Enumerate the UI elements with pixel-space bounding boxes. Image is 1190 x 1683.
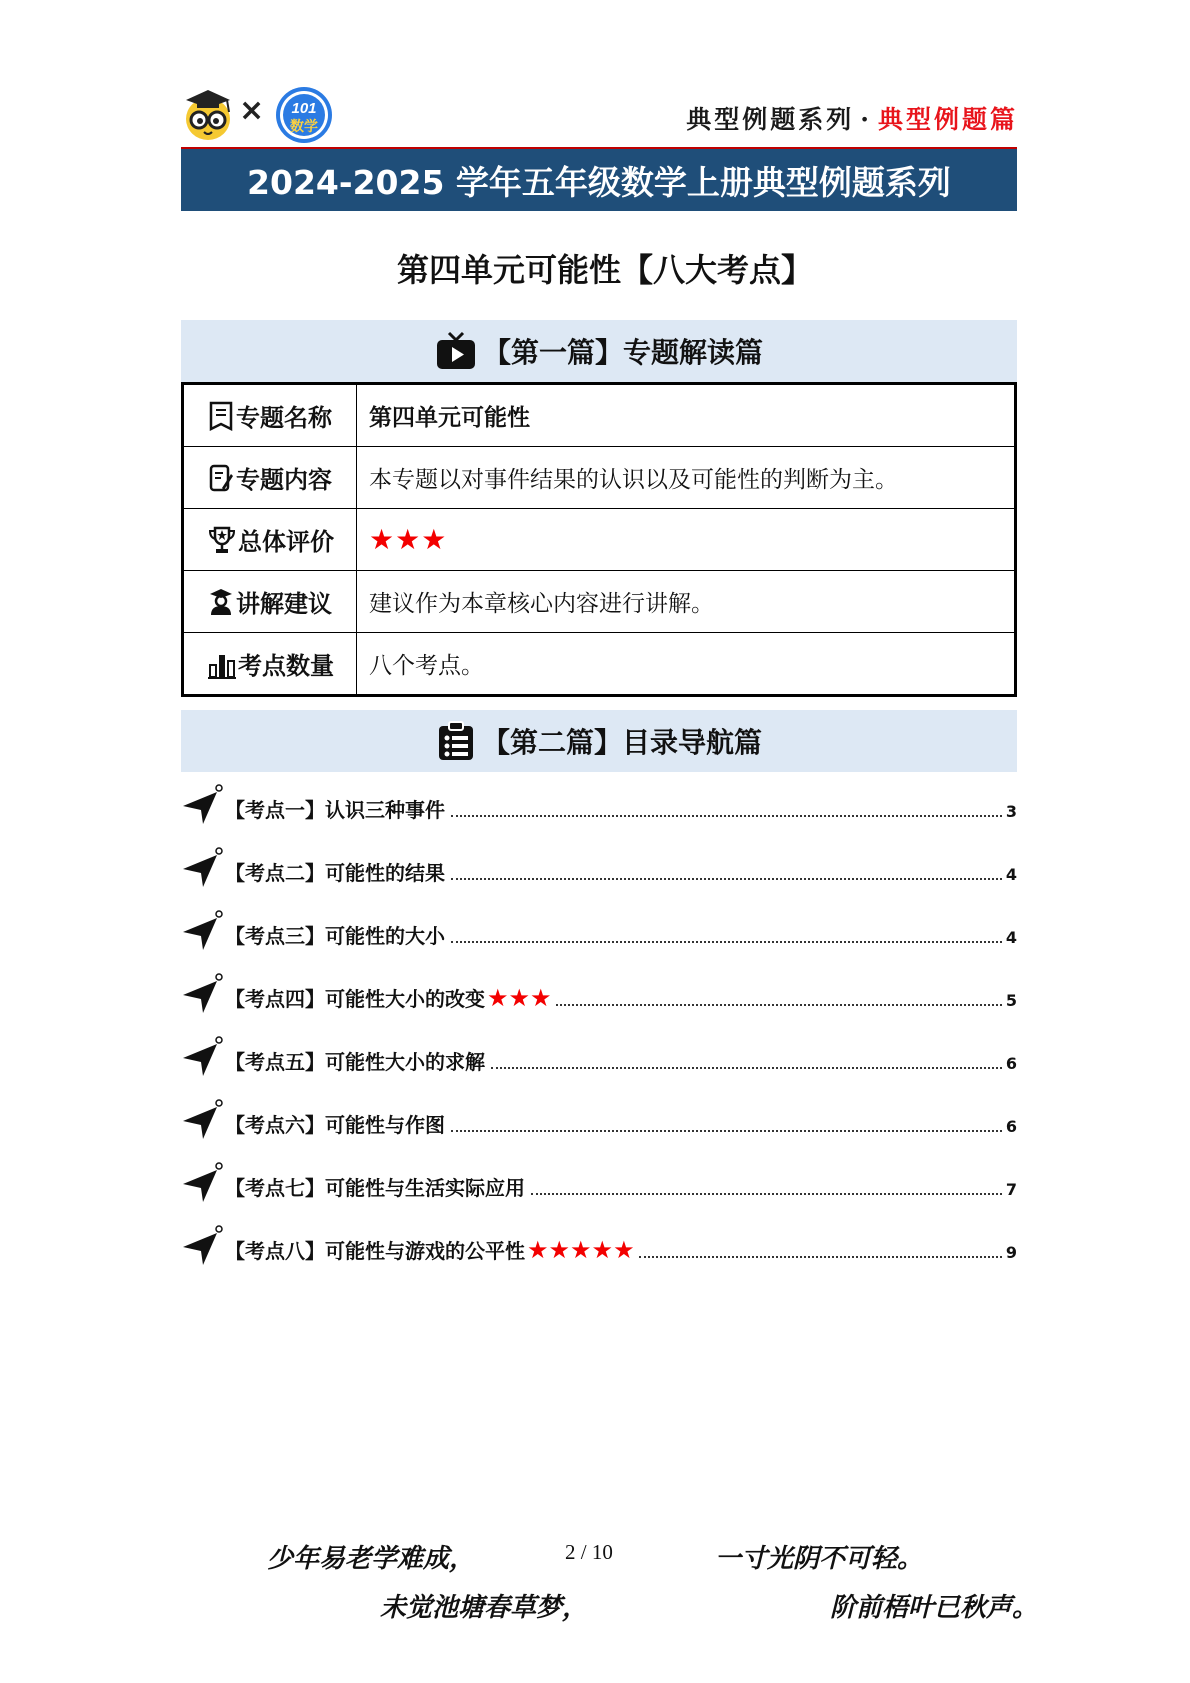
toc-item[interactable] [181, 1099, 1017, 1162]
info-key-label: 专题内容 [236, 466, 332, 494]
toc-item-label: 【考点四】可能性大小的改变 [225, 987, 485, 1011]
table-row [183, 633, 1016, 696]
owl-logo-icon [183, 86, 233, 142]
page-title: 第四单元可能性【八大考点】 [396, 251, 813, 289]
toc-item-label: 【考点五】可能性大小的求解 [225, 1050, 485, 1074]
info-value-cell: 本专题以对事件结果的认识以及可能性的判断为主。 [357, 447, 1016, 509]
series-tag [686, 100, 1018, 136]
toc-leader-dots [451, 1130, 1002, 1132]
cursor-arrow-icon [181, 847, 225, 891]
series-tag-dot: · [860, 105, 872, 134]
toc-item[interactable] [181, 910, 1017, 973]
toc-page-number: 4 [1005, 928, 1017, 947]
logo-text-top: 101 [291, 100, 317, 117]
toc-item-label: 【考点七】可能性与生活实际应用 [225, 1176, 525, 1200]
topic-info-table [181, 382, 1017, 697]
page-number: 2 / 10 [565, 1540, 613, 1564]
info-key-cell [183, 447, 357, 509]
toc-item-label: 【考点二】可能性的结果 [225, 861, 445, 885]
toc-leader-dots [491, 1067, 1002, 1069]
toc-page-number: 4 [1005, 865, 1017, 884]
info-key-cell [183, 571, 357, 633]
toc-item[interactable] [181, 847, 1017, 910]
toc-page-number: 7 [1005, 1180, 1017, 1199]
toc-item-label: 【考点六】可能性与作图 [225, 1113, 445, 1137]
section-header-label: 【第一篇】专题解读篇 [482, 336, 763, 369]
info-value-cell: 八个考点。 [357, 633, 1016, 696]
cursor-arrow-icon [181, 1099, 225, 1143]
math-101-logo-icon [275, 86, 333, 144]
table-row [183, 384, 1016, 447]
section-header-label: 【第二篇】目录导航篇 [481, 726, 762, 759]
toc-item[interactable] [181, 1162, 1017, 1225]
toc-leader-dots [451, 878, 1002, 880]
trophy-icon [208, 525, 236, 555]
toc-leader-dots [639, 1256, 1002, 1258]
toc-list [181, 784, 1017, 1288]
series-tag-sub: 典型例题篇 [877, 105, 1018, 134]
footer-poem-line: 阶前梧叶已秋声。 [830, 1593, 1039, 1623]
cursor-arrow-icon [181, 1225, 225, 1269]
edit-note-icon [208, 463, 234, 493]
toc-item[interactable] [181, 1036, 1017, 1099]
info-key-cell [183, 633, 357, 696]
section-header-interpretation [181, 320, 1017, 382]
footer-poem-line: 少年易老学难成， [267, 1544, 476, 1574]
logo-text-bottom: 数学 [290, 119, 318, 135]
cursor-arrow-icon [181, 1162, 225, 1206]
toc-page-number: 6 [1005, 1054, 1017, 1073]
info-value-cell [357, 509, 1016, 571]
info-key-cell [183, 384, 357, 447]
table-row [183, 571, 1016, 633]
toc-item-stars: ★★★★★ [527, 1236, 635, 1264]
info-key-label: 专题名称 [236, 404, 332, 432]
info-key-label: 考点数量 [238, 652, 334, 680]
toc-item[interactable] [181, 973, 1017, 1036]
info-key-label: 总体评价 [238, 528, 334, 556]
toc-item-label: 【考点三】可能性的大小 [225, 924, 445, 948]
toc-item[interactable] [181, 784, 1017, 847]
cursor-arrow-icon [181, 973, 225, 1017]
table-row [183, 509, 1016, 571]
teacher-icon [208, 587, 234, 617]
toc-leader-dots [451, 815, 1002, 817]
toc-leader-dots [556, 1004, 1002, 1006]
info-value-cell: 建议作为本章核心内容进行讲解。 [357, 571, 1016, 633]
footer-poem-line: 未觉池塘春草梦， [380, 1593, 589, 1623]
toc-page-number: 5 [1005, 991, 1017, 1010]
series-tag-main: 典型例题系列 [686, 105, 855, 134]
header-banner: 2024-2025 学年五年级数学上册典型例题系列 [181, 147, 1017, 211]
toc-page-number: 3 [1005, 802, 1017, 821]
section-header-toc [181, 710, 1017, 772]
table-row [183, 447, 1016, 509]
toc-item-label: 【考点一】认识三种事件 [225, 798, 445, 822]
rating-stars: ★★★ [369, 523, 448, 556]
toc-item[interactable] [181, 1225, 1017, 1288]
cursor-arrow-icon [181, 784, 225, 828]
cursor-arrow-icon [181, 1036, 225, 1080]
logo-separator: × [239, 93, 265, 128]
bar-chart-icon [208, 649, 236, 679]
cursor-arrow-icon [181, 910, 225, 954]
toc-leader-dots [451, 941, 1002, 943]
clipboard-list-icon [436, 720, 476, 762]
toc-item-stars: ★★★ [487, 984, 552, 1012]
footer-poem-line: 一寸光阴不可轻。 [715, 1544, 924, 1574]
info-value-cell: 第四单元可能性 [357, 384, 1016, 447]
tv-play-icon [435, 331, 477, 371]
info-key-label: 讲解建议 [236, 590, 332, 618]
toc-item-label: 【考点八】可能性与游戏的公平性 [225, 1239, 525, 1263]
document-icon [208, 401, 234, 431]
toc-page-number: 6 [1005, 1117, 1017, 1136]
toc-page-number: 9 [1005, 1243, 1017, 1262]
toc-leader-dots [531, 1193, 1002, 1195]
info-key-cell [183, 509, 357, 571]
